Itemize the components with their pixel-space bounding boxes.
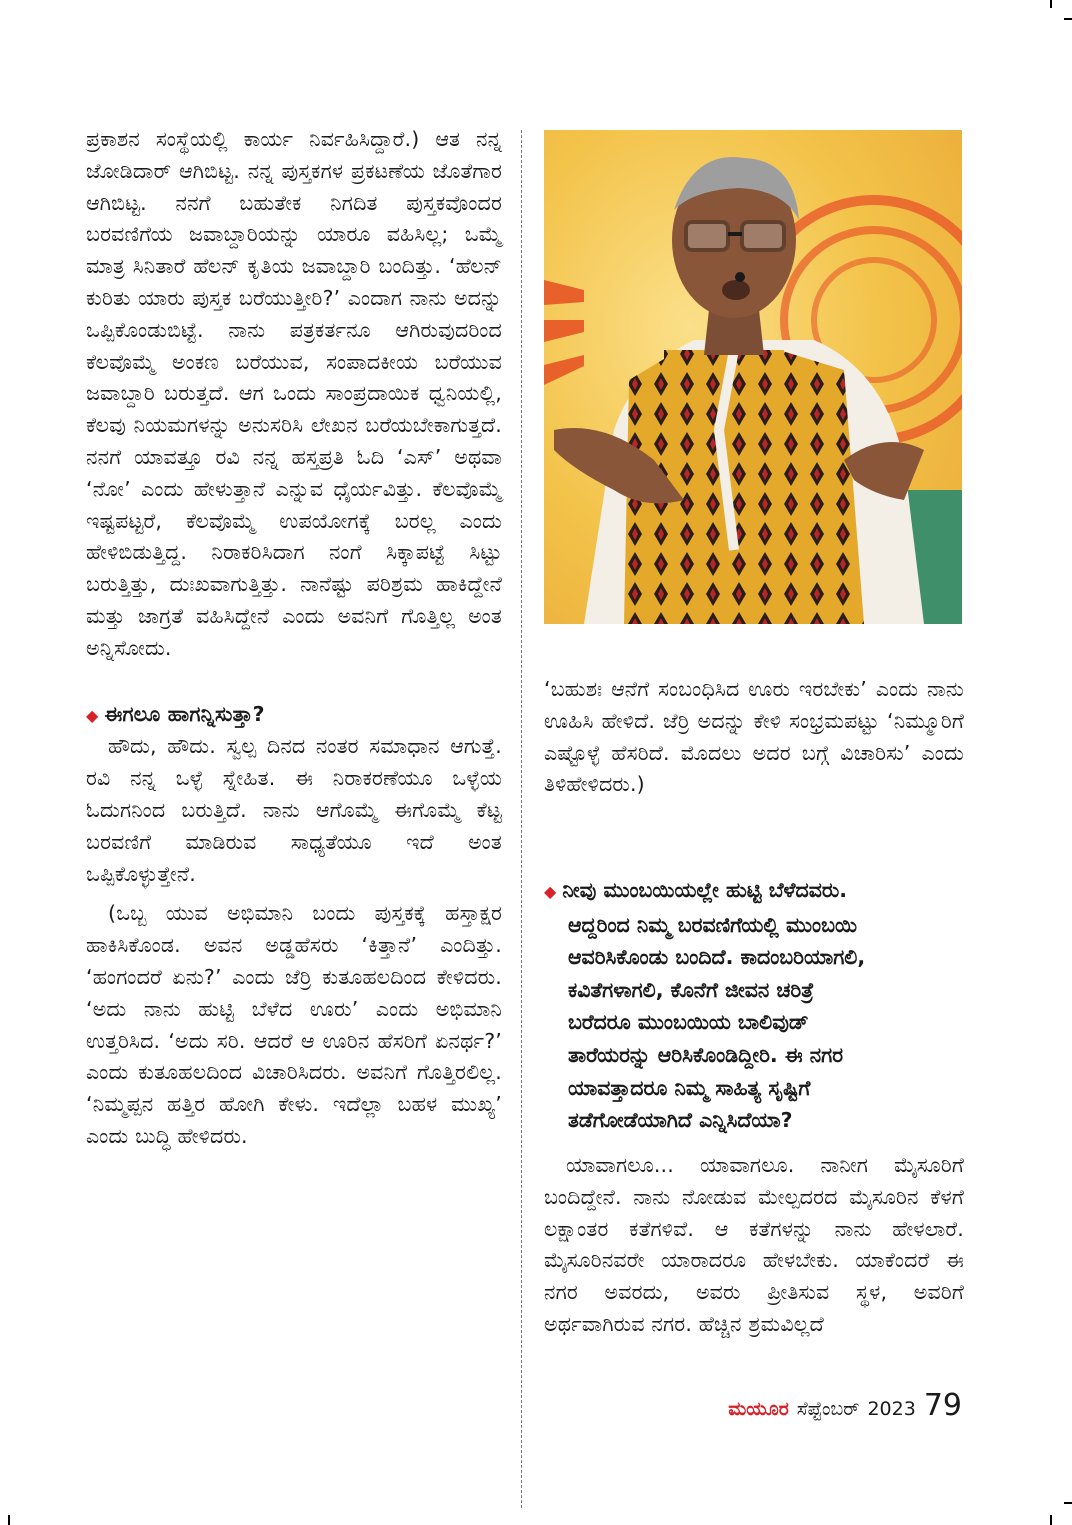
right-column-bottom bbox=[544, 1150, 964, 1341]
anecdote-paragraph: (ಒಬ್ಬ ಯುವ ಅಭಿಮಾನಿ ಬಂದು ಪುಸ್ತಕಕ್ಕೆ ಹಸ್ತಾಕ್ಷರ ಹಾಕಿಸಿಕೊಂಡ. ಅವನ ಅಡ್ಡಹೆಸರು ‘ಕಿತ್ತಾನೆ’ ಎಂದಿತ್ತು. ‘ಹಂಗಂದರೆ ಏನು?’ ಎಂದು ಜೆರ್ರಿ ಕುತೂಹಲದಿಂದ ಕೇಳಿದರು. ‘ಅದು ನಾನು ಹುಟ್ಟಿ ಬೆಳೆದ ಊರು’ ಎಂದು ಅಭಿಮಾನಿ ಉತ್ತರಿಸಿದ. ‘ಅದು ಸರಿ. ಆದರೆ ಆ ಊರಿನ ಹೆಸರಿಗೆ ಏನರ್ಥ?’ ಎಂದು ಕುತೂಹಲದಿಂದ ವಿಚಾರಿಸಿದರು. ಅವನಿಗೆ ಗೊತ್ತಿರಲಿಲ್ಲ. ‘ನಿಮ್ಮಪ್ಪನ ಹತ್ತಿರ ಹೋಗಿ ಕೇಳು. ಇದೆಲ್ಲಾ ಬಹಳ ಮುಖ್ಯ’ ಎಂದು ಬುದ್ಧಿ ಹೇಳಿದರು. bbox=[86, 901, 502, 1148]
body-paragraph: ಪ್ರಕಾಶನ ಸಂಸ್ಥೆಯಲ್ಲಿ ಕಾರ್ಯ ನಿರ್ವಹಿಸಿದ್ದಾರೆ.) ಆತ ನನ್ನ ಜೋಡಿದಾರ್ ಆಗಿಬಿಟ್ಟ. ನನ್ನ ಪುಸ್ತಕಗಳ ಪ್ರಕಟಣೆಯ ಜೊತೆಗಾರ ಆಗಿಬಿಟ್ಟ. ನನಗೆ ಬಹುತೇಕ ನಿಗದಿತ ಪುಸ್ತಕವೊಂದರ ಬರವಣಿಗೆಯ ಜವಾಬ್ದಾರಿಯನ್ನು ಯಾರೂ ವಹಿಸಿಲ್ಲ; ಒಮ್ಮೆ ಮಾತ್ರ ಸಿನಿತಾರೆ ಹೆಲನ್ ಕೃತಿಯ ಜವಾಬ್ದಾರಿ ಬಂದಿತ್ತು. ‘ಹೆಲನ್ ಕುರಿತು ಯಾರು ಪುಸ್ತಕ ಬರೆಯುತ್ತೀರಿ?’ ಎಂದಾಗ ನಾನು ಅದನ್ನು ಒಪ್ಪಿಕೊಂಡುಬಿಟ್ಟೆ. ನಾನು ಪತ್ರಕರ್ತನೂ ಆಗಿರುವುದರಿಂದ ಕೆಲವೊಮ್ಮೆ ಅಂಕಣ ಬರೆಯುವ, ಸಂಪಾದಕೀಯ ಬರೆಯುವ ಜವಾಬ್ದಾರಿ ಬರುತ್ತದೆ. ಆಗ ಒಂದು ಸಾಂಪ್ರದಾಯಿಕ ಧ್ವನಿಯಲ್ಲಿ, ಕೆಲವು ನಿಯಮಗಳನ್ನು ಅನುಸರಿಸಿ ಲೇಖನ ಬರೆಯಬೇಕಾಗುತ್ತದೆ. ನನಗೆ ಯಾವತ್ತೂ ರವಿ ನನ್ನ ಹಸ್ತಪ್ರತಿ ಓದಿ ‘ಎಸ್’ ಅಥವಾ ‘ನೋ’ ಎಂದು ಹೇಳುತ್ತಾನೆ ಎನ್ನುವ ಧೈರ್ಯವಿತ್ತು. ಕೆಲವೊಮ್ಮೆ ಇಷ್ಟಪಟ್ಟರೆ, ಕೆಲವೊಮ್ಮೆ ಉಪಯೋಗಕ್ಕೆ ಬರಲ್ಲ ಎಂದು ಹೇಳಿಬಿಡುತ್ತಿದ್ದ. ನಿರಾಕರಿಸಿದಾಗ ನಂಗೆ ಸಿಕ್ಕಾಪಟ್ಟೆ ಸಿಟ್ಟು ಬರುತ್ತಿತ್ತು, ದುಃಖವಾಗುತ್ತಿತ್ತು. ನಾನೆಷ್ಟು ಪರಿಶ್ರಮ ಹಾಕಿದ್ದೇನೆ ಮತ್ತು ಜಾಗ್ರತೆ ವಹಿಸಿದ್ದೇನೆ ಎಂದು ಅವನಿಗೆ ಗೊತ್ತಿಲ್ಲ ಅಂತ ಅನ್ನಿಸೋದು. bbox=[86, 127, 502, 660]
page-number: 79 bbox=[923, 1388, 962, 1423]
question-line: ಆವರಿಸಿಕೊಂಡು ಬಂದಿದೆ. ಕಾದಂಬರಿಯಾಗಲಿ, bbox=[568, 945, 866, 970]
answer-paragraph: ಯಾವಾಗಲೂ... ಯಾವಾಗಲೂ. ನಾನೀಗ ಮೈಸೂರಿಗೆ ಬಂದಿದ್ದೇನೆ. ನಾನು ನೋಡುವ ಮೇಲ್ಪದರದ ಮೈಸೂರಿನ ಕೆಳಗೆ ಲಕ್ಷಾಂತರ ಕತೆಗಳಿವೆ. ಆ ಕತೆಗಳನ್ನು ನಾನು ಹೇಳಲಾರೆ. ಮೈಸೂರಿನವರೇ ಯಾರಾದರೂ ಹೇಳಬೇಕು. ಯಾಕೆಂದರೆ ಈ ನಗರ ಅವರದು, ಅವರು ಪ್ರೀತಿಸುವ ಸ್ಥಳ, ಅವರಿಗೆ ಅರ್ಥವಾಗಿರುವ ನಗರ. ಹೆಚ್ಚಿನ ಶ್ರಮವಿಲ್ಲದೆ bbox=[544, 1153, 964, 1336]
question-text: ಈಗಲೂ ಹಾಗನ್ನಿಸುತ್ತಾ? bbox=[104, 701, 265, 726]
issue-year: 2023 bbox=[867, 1398, 916, 1420]
answer-paragraph: ಹೌದು, ಹೌದು. ಸ್ವಲ್ಪ ದಿನದ ನಂತರ ಸಮಾಧಾನ ಆಗುತ್ತೆ. ರವಿ ನನ್ನ ಒಳ್ಳೆ ಸ್ನೇಹಿತ. ಈ ನಿರಾಕರಣೆಯೂ ಒಳ್ಳೆಯ ಓದುಗನಿಂದ ಬರುತ್ತಿದೆ. ನಾನು ಆಗೊಮ್ಮೆ ಈಗೊಮ್ಮೆ ಕೆಟ್ಟ ಬರವಣಿಗೆ ಮಾಡಿರುವ ಸಾಧ್ಯತೆಯೂ ಇದೆ ಅಂತ ಒಪ್ಪಿಕೊಳ್ಳುತ್ತೇನೆ. bbox=[86, 734, 502, 886]
author-photo bbox=[544, 130, 962, 624]
diamond-icon: ◆ bbox=[544, 882, 557, 901]
question-line: ತಡೆಗೋಡೆಯಾಗಿದೆ ಎನ್ನಿಸಿದೆಯಾ? bbox=[568, 1108, 793, 1133]
crop-mark bbox=[1064, 1502, 1072, 1504]
crop-mark bbox=[1050, 0, 1052, 8]
question-heading bbox=[544, 874, 974, 1137]
right-column-top bbox=[544, 674, 964, 801]
crop-mark bbox=[8, 1515, 10, 1525]
diamond-icon: ◆ bbox=[86, 705, 99, 725]
question-heading bbox=[86, 699, 502, 732]
page-footer bbox=[728, 1388, 962, 1423]
magazine-brand: ಮಯೂರ bbox=[728, 1398, 789, 1420]
crop-mark bbox=[1064, 18, 1072, 20]
body-paragraph: ‘ಬಹುಶಃ ಆನೆಗೆ ಸಂಬಂಧಿಸಿದ ಊರು ಇರಬೇಕು’ ಎಂದು ನಾನು ಊಹಿಸಿ ಹೇಳಿದೆ. ಜೆರ್ರಿ ಅದನ್ನು ಕೇಳಿ ಸಂಭ್ರಮಪಟ್ಟು ‘ನಿಮ್ಮೂರಿಗೆ ಎಷ್ಟೊಳ್ಳೆ ಹೆಸರಿದೆ. ಮೊದಲು ಅದರ ಬಗ್ಗೆ ವಿಚಾರಿಸು’ ಎಂದು ತಿಳಿಹೇಳಿದರು.) bbox=[544, 677, 964, 797]
issue-month: ಸೆಪ್ಟೆಂಬರ್ bbox=[796, 1398, 860, 1420]
question-line: ತಾರೆಯರನ್ನು ಆರಿಸಿಕೊಂಡಿದ್ದೀರಿ. ಈ ನಗರ bbox=[568, 1042, 844, 1067]
column-divider bbox=[521, 130, 522, 1508]
author-photo-illustration bbox=[544, 130, 962, 624]
question-line: ಕವಿತೆಗಳಾಗಲಿ, ಕೊನೆಗೆ ಜೀವನ ಚರಿತ್ರೆ bbox=[568, 977, 814, 1002]
left-column bbox=[86, 124, 502, 1153]
question-line: ಯಾವತ್ತಾದರೂ ನಿಮ್ಮ ಸಾಹಿತ್ಯ ಸೃಷ್ಟಿಗೆ bbox=[568, 1075, 811, 1100]
question-line: ◆ ನೀವು ಮುಂಬಯಿಯಲ್ಲೇ ಹುಟ್ಟಿ ಬೆಳೆದವರು. bbox=[544, 878, 848, 902]
crop-mark bbox=[1050, 1515, 1052, 1525]
question-line: ಬರೆದರೂ ಮುಂಬಯಿಯ ಬಾಲಿವುಡ್ bbox=[568, 1010, 809, 1035]
question-line: ಆದ್ದರಿಂದ ನಿಮ್ಮ ಬರವಣಿಗೆಯಲ್ಲಿ ಮುಂಬಯಿ bbox=[568, 912, 857, 937]
